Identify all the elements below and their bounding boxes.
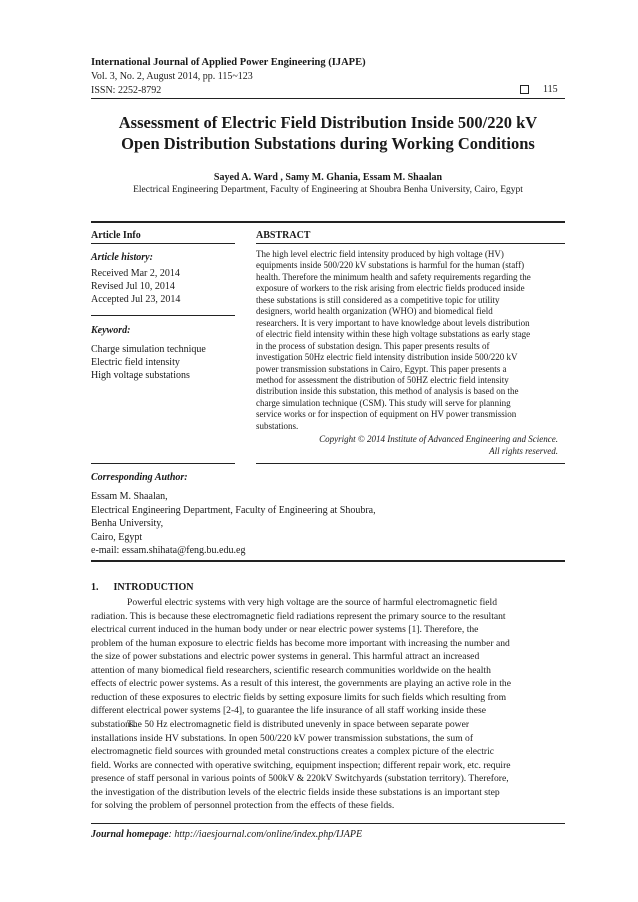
paper-title (90, 112, 566, 154)
accepted-date: Accepted Jul 23, 2014 (91, 294, 181, 305)
title-line-2: Open Distribution Substations during Working Conditions (121, 134, 535, 153)
corresponding-line: Essam M. Shaalan, (91, 491, 168, 502)
body-line: different electrical power systems [2-4], to guarantee the life insurance of all staff working inside these (91, 705, 486, 717)
copyright-notice (256, 434, 558, 457)
body-line: problem of the human exposure to electric fields has become more important with increasing the number and (91, 637, 510, 649)
intro-paragraph-2 (91, 718, 562, 813)
body-line: substations. (91, 718, 137, 730)
abstract-line: service works or for inspection of equipment on HV power transmission (256, 409, 517, 420)
authors: Sayed A. Ward , Samy M. Ghania, Essam M. Shaalan (213, 172, 443, 183)
keyword-item: Electric field intensity (91, 357, 180, 368)
intro-paragraph-1 (91, 596, 562, 731)
article-info-rule (91, 243, 235, 244)
affiliation: Electrical Engineering Department, Faculty of Engineering at Shoubra Benha University, Cairo, Egypt (133, 185, 523, 195)
corresponding-label: Corresponding Author: (91, 472, 188, 483)
article-history (91, 267, 180, 306)
corresponding-author-block (91, 490, 376, 558)
issn: ISSN: 2252-8792 (91, 85, 162, 96)
corresponding-line: Electrical Engineering Department, Faculty of Engineering at Shoubra, (91, 504, 376, 516)
body-line: the investigation of the distribution levels of the electric fields inside these substations is an important step (91, 786, 500, 798)
abstract-line: method for assessment the distribution of 50HZ electric field intensity (256, 374, 509, 385)
copyright-line-2: All rights reserved. (489, 445, 558, 456)
body-line: attention of many biomedical field researchers, scientific research communities worldwide on the health (91, 664, 491, 676)
corresponding-line: Benha University, (91, 518, 164, 530)
revised-date: Revised Jul 10, 2014 (91, 281, 175, 292)
journal-name: International Journal of Applied Power Engineering (IJAPE) (91, 57, 366, 68)
footer-rule (91, 823, 565, 824)
right-bottom-rule (256, 463, 565, 464)
abstract-line: substations. (256, 420, 299, 431)
abstract-line: researchers. It is very important to have knowledge about levels distribution (256, 317, 530, 328)
abstract-text (256, 249, 558, 432)
article-history-label: Article history: (91, 252, 153, 263)
square-box-icon (520, 85, 529, 94)
abstract-line: designers, world health organization (WHO) and biomedical field (256, 306, 493, 317)
abstract-line: health. Therefore the minimum health and safety requirements regarding the (256, 271, 531, 282)
copyright-line-1: Copyright © 2014 Institute of Advanced Engineering and Science. (319, 434, 558, 444)
body-line: electrical current induced in the human body under or near electric power systems [1]. Therefore, the (91, 624, 479, 636)
received-date: Received Mar 2, 2014 (91, 268, 180, 279)
header-rule (91, 98, 565, 99)
body-line: presence of staff personal in various points of 500kV & 220kV Switchyards (substation territory). Therefore, (91, 773, 509, 785)
section-top-rule (91, 221, 565, 223)
keyword-item: Charge simulation technique (91, 344, 206, 355)
abstract-line: The high level electric field intensity produced by high voltage (HV) (256, 249, 504, 259)
keyword-item: High voltage substations (91, 370, 190, 381)
corresponding-email[interactable]: e-mail: essam.shihata@feng.bu.edu.eg (91, 545, 246, 557)
abstract-line: distribution inside this substation, this method of analysis is based on the (256, 386, 519, 397)
body-line: effects of electric power systems. As a result of this interest, the governments are playing an active role in the (91, 678, 511, 690)
body-line: The 50 Hz electromagnetic field is distributed unevenly in space between separate power (127, 719, 470, 730)
homepage-label: Journal homepage (91, 829, 169, 840)
abstract-line: in the process of substation design. This paper presents results of (256, 340, 490, 351)
abstract-line: exposure of workers to the risk arising from electric fields produced inside (256, 283, 525, 294)
abstract-rule (256, 243, 565, 244)
homepage-url[interactable]: : http://iaesjournal.com/online/index.php/IJAPE (168, 829, 363, 840)
section-bottom-rule (91, 560, 565, 562)
article-info-heading: Article Info (91, 230, 141, 241)
body-line: installations inside HV substations. In open 500/220 kV power transmission substations, the sum of (91, 732, 474, 744)
section-heading-introduction: 1. INTRODUCTION (91, 582, 194, 593)
abstract-heading: ABSTRACT (256, 230, 311, 241)
body-line: field. Works are connected with operative switching, equipment inspection; different repair work, etc. require (91, 759, 511, 771)
abstract-line: power transmission substations in Cairo, Egypt. This paper presents a (256, 363, 507, 374)
abstract-line: these substations is still considered as a competitive topic for utility (256, 294, 500, 305)
body-line: electromagnetic field sources with grounded metal constructions creates a complex picture of the electric (91, 746, 495, 758)
left-bottom-rule (91, 463, 235, 464)
keyword-list (91, 343, 206, 382)
title-line-1: Assessment of Electric Field Distribution Inside 500/220 kV (118, 113, 538, 132)
body-line: the size of power substations and electric power systems in general. This harmful attract an increased (91, 651, 480, 663)
journal-homepage (91, 829, 362, 840)
history-rule (91, 315, 235, 316)
corresponding-line: Cairo, Egypt (91, 531, 143, 543)
volume-info: Vol. 3, No. 2, August 2014, pp. 115~123 (91, 71, 253, 82)
abstract-line: of electric field intensity within these high voltage substations as early stage (256, 329, 531, 340)
page-number-group (520, 84, 558, 95)
page-number: 115 (543, 84, 558, 95)
keyword-label: Keyword: (91, 325, 131, 336)
abstract-line: investigation 50Hz electric field intensity distribution inside 500/220 kV (256, 352, 518, 363)
body-line: reduction of these exposures to electric fields by setting exposure limits for such fields which resulting from (91, 691, 507, 703)
abstract-line: equipments inside 500/220 kV substations is harmful for the human (staff) (256, 260, 525, 271)
body-line: Powerful electric systems with very high voltage are the source of harmful electromagnetic field (127, 597, 498, 608)
body-line: for solving the problem of personnel protection from the effects of these fields. (91, 800, 395, 812)
body-line: radiation. This is because these electromagnetic field radiations represent the primary source to the resultant (91, 610, 506, 622)
abstract-line: charge simulation technique (CSM). This study will serve for planning (256, 397, 511, 408)
